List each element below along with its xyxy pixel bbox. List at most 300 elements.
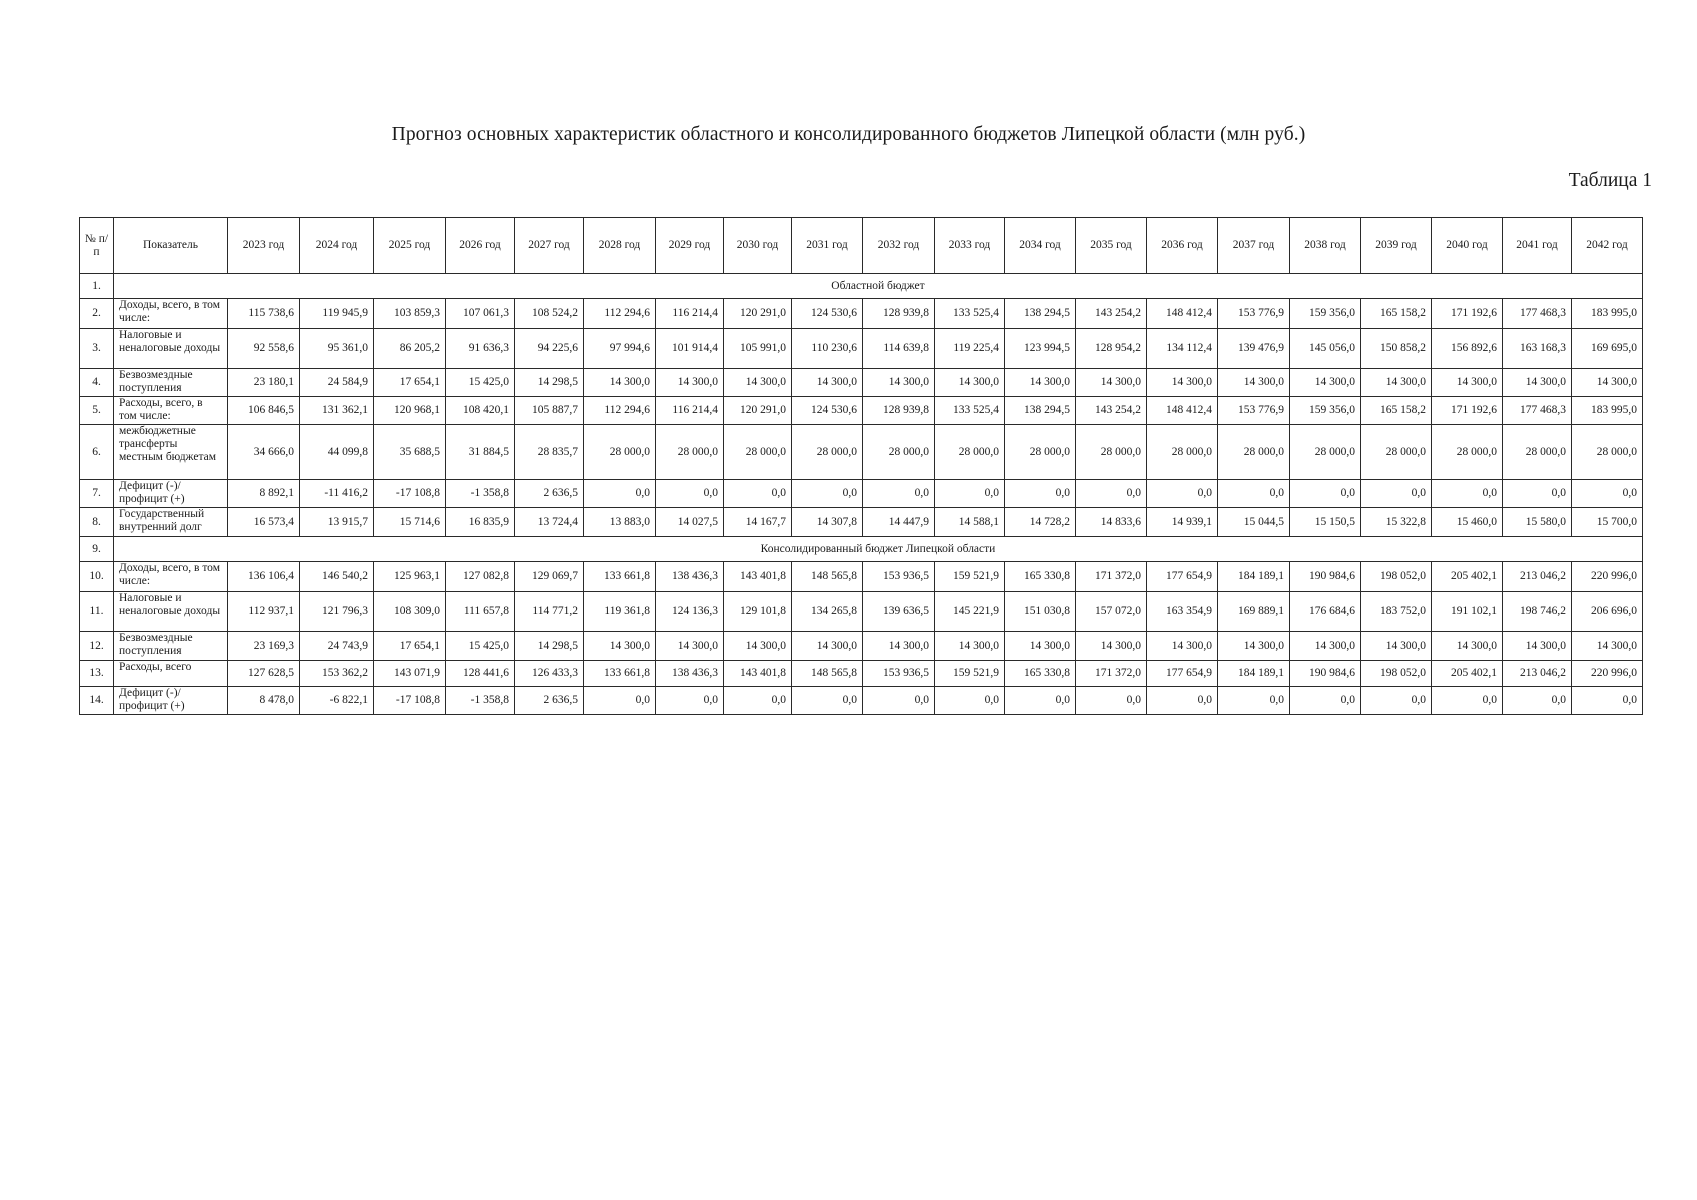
value-cell: 14 300,0 bbox=[863, 369, 935, 397]
value-cell: 14 300,0 bbox=[584, 632, 656, 661]
value-cell: 14 300,0 bbox=[1503, 632, 1572, 661]
value-cell: 14 300,0 bbox=[1361, 632, 1432, 661]
value-cell: 143 254,2 bbox=[1076, 299, 1147, 329]
value-cell: 101 914,4 bbox=[656, 329, 724, 369]
value-cell: 86 205,2 bbox=[374, 329, 446, 369]
value-cell: 184 189,1 bbox=[1218, 562, 1290, 592]
value-cell: 120 291,0 bbox=[724, 299, 792, 329]
value-cell: 133 525,4 bbox=[935, 299, 1005, 329]
value-cell: 110 230,6 bbox=[792, 329, 863, 369]
value-cell: 28 000,0 bbox=[935, 425, 1005, 480]
value-cell: 119 225,4 bbox=[935, 329, 1005, 369]
table-row bbox=[80, 592, 1643, 632]
value-cell: 0,0 bbox=[1290, 687, 1361, 715]
value-cell: 139 476,9 bbox=[1218, 329, 1290, 369]
header-year: 2035 год bbox=[1076, 218, 1147, 274]
value-cell: 213 046,2 bbox=[1503, 562, 1572, 592]
value-cell: 14 300,0 bbox=[656, 369, 724, 397]
value-cell: 0,0 bbox=[1572, 480, 1643, 508]
value-cell: 0,0 bbox=[1432, 480, 1503, 508]
value-cell: 143 071,9 bbox=[374, 661, 446, 687]
value-cell: 112 937,1 bbox=[228, 592, 300, 632]
value-cell: 0,0 bbox=[1218, 687, 1290, 715]
table-row bbox=[80, 562, 1643, 592]
value-cell: 0,0 bbox=[935, 480, 1005, 508]
value-cell: 136 106,4 bbox=[228, 562, 300, 592]
value-cell: 2 636,5 bbox=[515, 687, 584, 715]
value-cell: 28 000,0 bbox=[792, 425, 863, 480]
value-cell: 112 294,6 bbox=[584, 397, 656, 425]
value-cell: 0,0 bbox=[863, 687, 935, 715]
value-cell: 14 300,0 bbox=[656, 632, 724, 661]
value-cell: 177 468,3 bbox=[1503, 299, 1572, 329]
value-cell: 14 300,0 bbox=[1290, 632, 1361, 661]
table-row bbox=[80, 397, 1643, 425]
value-cell: 0,0 bbox=[1218, 480, 1290, 508]
value-cell: -1 358,8 bbox=[446, 687, 515, 715]
value-cell: 0,0 bbox=[1432, 687, 1503, 715]
table-row bbox=[80, 480, 1643, 508]
value-cell: 146 540,2 bbox=[300, 562, 374, 592]
value-cell: 157 072,0 bbox=[1076, 592, 1147, 632]
value-cell: 129 069,7 bbox=[515, 562, 584, 592]
value-cell: 177 468,3 bbox=[1503, 397, 1572, 425]
indicator-label: Налоговые и неналоговые доходы bbox=[114, 592, 228, 632]
value-cell: 14 300,0 bbox=[863, 632, 935, 661]
value-cell: 156 892,6 bbox=[1432, 329, 1503, 369]
value-cell: 129 101,8 bbox=[724, 592, 792, 632]
header-year: 2027 год bbox=[515, 218, 584, 274]
value-cell: 14 300,0 bbox=[724, 369, 792, 397]
value-cell: 108 524,2 bbox=[515, 299, 584, 329]
header-year: 2039 год bbox=[1361, 218, 1432, 274]
value-cell: 97 994,6 bbox=[584, 329, 656, 369]
section-title: Консолидированный бюджет Липецкой области bbox=[114, 537, 1643, 562]
value-cell: 198 746,2 bbox=[1503, 592, 1572, 632]
value-cell: 133 525,4 bbox=[935, 397, 1005, 425]
value-cell: 14 728,2 bbox=[1005, 508, 1076, 537]
value-cell: 151 030,8 bbox=[1005, 592, 1076, 632]
value-cell: 126 433,3 bbox=[515, 661, 584, 687]
value-cell: 95 361,0 bbox=[300, 329, 374, 369]
value-cell: 139 636,5 bbox=[863, 592, 935, 632]
value-cell: 28 000,0 bbox=[1218, 425, 1290, 480]
value-cell: 16 573,4 bbox=[228, 508, 300, 537]
value-cell: 0,0 bbox=[1290, 480, 1361, 508]
value-cell: 148 565,8 bbox=[792, 562, 863, 592]
table-row bbox=[80, 329, 1643, 369]
value-cell: 2 636,5 bbox=[515, 480, 584, 508]
indicator-label: Расходы, всего, в том числе: bbox=[114, 397, 228, 425]
value-cell: 14 027,5 bbox=[656, 508, 724, 537]
value-cell: 134 265,8 bbox=[792, 592, 863, 632]
header-year: 2025 год bbox=[374, 218, 446, 274]
value-cell: 15 580,0 bbox=[1503, 508, 1572, 537]
value-cell: 190 984,6 bbox=[1290, 562, 1361, 592]
value-cell: 14 300,0 bbox=[584, 369, 656, 397]
value-cell: 153 936,5 bbox=[863, 661, 935, 687]
value-cell: 128 939,8 bbox=[863, 299, 935, 329]
value-cell: 159 521,9 bbox=[935, 661, 1005, 687]
value-cell: 0,0 bbox=[863, 480, 935, 508]
value-cell: 0,0 bbox=[724, 687, 792, 715]
value-cell: 124 530,6 bbox=[792, 299, 863, 329]
value-cell: 15 460,0 bbox=[1432, 508, 1503, 537]
value-cell: 220 996,0 bbox=[1572, 661, 1643, 687]
value-cell: 0,0 bbox=[1005, 687, 1076, 715]
header-row bbox=[80, 218, 1643, 274]
value-cell: 165 158,2 bbox=[1361, 397, 1432, 425]
value-cell: 28 000,0 bbox=[863, 425, 935, 480]
value-cell: 191 102,1 bbox=[1432, 592, 1503, 632]
value-cell: 15 322,8 bbox=[1361, 508, 1432, 537]
value-cell: 13 883,0 bbox=[584, 508, 656, 537]
value-cell: 0,0 bbox=[1005, 480, 1076, 508]
value-cell: 14 300,0 bbox=[1076, 369, 1147, 397]
value-cell: 153 936,5 bbox=[863, 562, 935, 592]
value-cell: 169 695,0 bbox=[1572, 329, 1643, 369]
value-cell: 14 167,7 bbox=[724, 508, 792, 537]
row-number: 12. bbox=[80, 632, 114, 661]
value-cell: 198 052,0 bbox=[1361, 562, 1432, 592]
indicator-label: Расходы, всего bbox=[114, 661, 228, 687]
value-cell: 128 939,8 bbox=[863, 397, 935, 425]
value-cell: 171 372,0 bbox=[1076, 661, 1147, 687]
value-cell: 177 654,9 bbox=[1147, 661, 1218, 687]
indicator-label: Государственный внутренний долг bbox=[114, 508, 228, 537]
header-year: 2034 год bbox=[1005, 218, 1076, 274]
value-cell: 28 000,0 bbox=[656, 425, 724, 480]
value-cell: 0,0 bbox=[584, 480, 656, 508]
value-cell: 0,0 bbox=[584, 687, 656, 715]
value-cell: 0,0 bbox=[1503, 687, 1572, 715]
value-cell: 134 112,4 bbox=[1147, 329, 1218, 369]
value-cell: 123 994,5 bbox=[1005, 329, 1076, 369]
header-year: 2030 год bbox=[724, 218, 792, 274]
value-cell: 14 300,0 bbox=[935, 632, 1005, 661]
budget-forecast-table bbox=[79, 217, 1643, 715]
value-cell: 165 158,2 bbox=[1361, 299, 1432, 329]
indicator-label: межбюджетные трансферты местным бюджетам bbox=[114, 425, 228, 480]
value-cell: 14 300,0 bbox=[1290, 369, 1361, 397]
value-cell: 8 892,1 bbox=[228, 480, 300, 508]
value-cell: 183 995,0 bbox=[1572, 299, 1643, 329]
value-cell: 138 294,5 bbox=[1005, 299, 1076, 329]
value-cell: 91 636,3 bbox=[446, 329, 515, 369]
value-cell: 14 300,0 bbox=[1076, 632, 1147, 661]
value-cell: 14 833,6 bbox=[1076, 508, 1147, 537]
value-cell: 177 654,9 bbox=[1147, 562, 1218, 592]
value-cell: 128 441,6 bbox=[446, 661, 515, 687]
value-cell: 28 000,0 bbox=[1572, 425, 1643, 480]
value-cell: 0,0 bbox=[1361, 687, 1432, 715]
value-cell: 0,0 bbox=[792, 687, 863, 715]
value-cell: 14 307,8 bbox=[792, 508, 863, 537]
value-cell: 108 420,1 bbox=[446, 397, 515, 425]
value-cell: 24 743,9 bbox=[300, 632, 374, 661]
value-cell: 145 221,9 bbox=[935, 592, 1005, 632]
value-cell: 133 661,8 bbox=[584, 562, 656, 592]
value-cell: -1 358,8 bbox=[446, 480, 515, 508]
value-cell: 14 300,0 bbox=[1147, 369, 1218, 397]
value-cell: 28 000,0 bbox=[724, 425, 792, 480]
value-cell: -17 108,8 bbox=[374, 480, 446, 508]
section-row bbox=[80, 274, 1643, 299]
value-cell: 138 436,3 bbox=[656, 562, 724, 592]
value-cell: 153 776,9 bbox=[1218, 397, 1290, 425]
value-cell: 28 000,0 bbox=[1503, 425, 1572, 480]
value-cell: 0,0 bbox=[656, 687, 724, 715]
value-cell: 0,0 bbox=[935, 687, 1005, 715]
value-cell: 0,0 bbox=[1361, 480, 1432, 508]
value-cell: 107 061,3 bbox=[446, 299, 515, 329]
value-cell: 0,0 bbox=[1147, 480, 1218, 508]
header-year: 2032 год bbox=[863, 218, 935, 274]
row-number: 11. bbox=[80, 592, 114, 632]
row-number: 9. bbox=[80, 537, 114, 562]
value-cell: 13 915,7 bbox=[300, 508, 374, 537]
value-cell: 111 657,8 bbox=[446, 592, 515, 632]
value-cell: 171 372,0 bbox=[1076, 562, 1147, 592]
value-cell: 23 180,1 bbox=[228, 369, 300, 397]
value-cell: 14 588,1 bbox=[935, 508, 1005, 537]
indicator-label: Доходы, всего, в том числе: bbox=[114, 299, 228, 329]
value-cell: 0,0 bbox=[1076, 687, 1147, 715]
value-cell: 128 954,2 bbox=[1076, 329, 1147, 369]
table-row bbox=[80, 687, 1643, 715]
value-cell: 183 752,0 bbox=[1361, 592, 1432, 632]
value-cell: 14 300,0 bbox=[1432, 632, 1503, 661]
value-cell: 105 991,0 bbox=[724, 329, 792, 369]
value-cell: 115 738,6 bbox=[228, 299, 300, 329]
value-cell: 120 968,1 bbox=[374, 397, 446, 425]
value-cell: 17 654,1 bbox=[374, 632, 446, 661]
value-cell: 14 300,0 bbox=[792, 632, 863, 661]
header-year: 2033 год bbox=[935, 218, 1005, 274]
value-cell: 44 099,8 bbox=[300, 425, 374, 480]
value-cell: 14 300,0 bbox=[935, 369, 1005, 397]
table-body bbox=[80, 274, 1643, 715]
value-cell: 116 214,4 bbox=[656, 299, 724, 329]
table-row bbox=[80, 425, 1643, 480]
value-cell: 34 666,0 bbox=[228, 425, 300, 480]
header-year: 2031 год bbox=[792, 218, 863, 274]
value-cell: 184 189,1 bbox=[1218, 661, 1290, 687]
row-number: 4. bbox=[80, 369, 114, 397]
header-year: 2038 год bbox=[1290, 218, 1361, 274]
value-cell: 176 684,6 bbox=[1290, 592, 1361, 632]
value-cell: 106 846,5 bbox=[228, 397, 300, 425]
table-row bbox=[80, 369, 1643, 397]
value-cell: 14 300,0 bbox=[1432, 369, 1503, 397]
header-year: 2042 год bbox=[1572, 218, 1643, 274]
value-cell: 14 300,0 bbox=[1147, 632, 1218, 661]
value-cell: 220 996,0 bbox=[1572, 562, 1643, 592]
value-cell: 143 401,8 bbox=[724, 661, 792, 687]
value-cell: 0,0 bbox=[724, 480, 792, 508]
value-cell: 153 362,2 bbox=[300, 661, 374, 687]
value-cell: 127 628,5 bbox=[228, 661, 300, 687]
document-title: Прогноз основных характеристик областного и консолидированного бюджетов Липецкой области (млн руб.) bbox=[391, 124, 1306, 145]
value-cell: 14 300,0 bbox=[724, 632, 792, 661]
value-cell: 121 796,3 bbox=[300, 592, 374, 632]
value-cell: 14 298,5 bbox=[515, 369, 584, 397]
value-cell: 120 291,0 bbox=[724, 397, 792, 425]
value-cell: 28 835,7 bbox=[515, 425, 584, 480]
value-cell: 17 654,1 bbox=[374, 369, 446, 397]
value-cell: 14 300,0 bbox=[1572, 369, 1643, 397]
value-cell: 15 150,5 bbox=[1290, 508, 1361, 537]
indicator-label: Дефицит (-)/ профицит (+) bbox=[114, 687, 228, 715]
value-cell: 159 356,0 bbox=[1290, 397, 1361, 425]
value-cell: 171 192,6 bbox=[1432, 299, 1503, 329]
value-cell: 190 984,6 bbox=[1290, 661, 1361, 687]
value-cell: 112 294,6 bbox=[584, 299, 656, 329]
value-cell: 24 584,9 bbox=[300, 369, 374, 397]
value-cell: -11 416,2 bbox=[300, 480, 374, 508]
row-number: 7. bbox=[80, 480, 114, 508]
value-cell: 0,0 bbox=[1572, 687, 1643, 715]
value-cell: 14 300,0 bbox=[1218, 632, 1290, 661]
value-cell: 150 858,2 bbox=[1361, 329, 1432, 369]
value-cell: 28 000,0 bbox=[1005, 425, 1076, 480]
value-cell: 14 298,5 bbox=[515, 632, 584, 661]
header-year: 2036 год bbox=[1147, 218, 1218, 274]
value-cell: 119 361,8 bbox=[584, 592, 656, 632]
value-cell: 205 402,1 bbox=[1432, 661, 1503, 687]
header-year: 2024 год bbox=[300, 218, 374, 274]
indicator-label: Безвозмездные поступления bbox=[114, 632, 228, 661]
header-year: 2040 год bbox=[1432, 218, 1503, 274]
value-cell: 131 362,1 bbox=[300, 397, 374, 425]
value-cell: 28 000,0 bbox=[584, 425, 656, 480]
value-cell: 28 000,0 bbox=[1290, 425, 1361, 480]
row-number: 10. bbox=[80, 562, 114, 592]
value-cell: 198 052,0 bbox=[1361, 661, 1432, 687]
header-indicator: Показатель bbox=[114, 218, 228, 274]
table-row bbox=[80, 508, 1643, 537]
header-year: 2037 год bbox=[1218, 218, 1290, 274]
header-year: 2028 год bbox=[584, 218, 656, 274]
header-year: 2023 год bbox=[228, 218, 300, 274]
value-cell: 14 300,0 bbox=[1361, 369, 1432, 397]
table-label: Таблица 1 bbox=[1568, 170, 1652, 191]
indicator-label: Доходы, всего, в том числе: bbox=[114, 562, 228, 592]
value-cell: 14 300,0 bbox=[792, 369, 863, 397]
header-year: 2041 год bbox=[1503, 218, 1572, 274]
value-cell: 28 000,0 bbox=[1076, 425, 1147, 480]
indicator-label: Налоговые и неналоговые доходы bbox=[114, 329, 228, 369]
indicator-label: Безвозмездные поступления bbox=[114, 369, 228, 397]
row-number: 5. bbox=[80, 397, 114, 425]
value-cell: 165 330,8 bbox=[1005, 562, 1076, 592]
value-cell: 92 558,6 bbox=[228, 329, 300, 369]
value-cell: 114 639,8 bbox=[863, 329, 935, 369]
value-cell: 148 412,4 bbox=[1147, 397, 1218, 425]
value-cell: 145 056,0 bbox=[1290, 329, 1361, 369]
value-cell: 133 661,8 bbox=[584, 661, 656, 687]
value-cell: 143 401,8 bbox=[724, 562, 792, 592]
section-row bbox=[80, 537, 1643, 562]
value-cell: 0,0 bbox=[1076, 480, 1147, 508]
row-number: 3. bbox=[80, 329, 114, 369]
value-cell: 14 300,0 bbox=[1572, 632, 1643, 661]
value-cell: 23 169,3 bbox=[228, 632, 300, 661]
value-cell: 138 294,5 bbox=[1005, 397, 1076, 425]
value-cell: 159 356,0 bbox=[1290, 299, 1361, 329]
value-cell: 114 771,2 bbox=[515, 592, 584, 632]
row-number: 8. bbox=[80, 508, 114, 537]
value-cell: 94 225,6 bbox=[515, 329, 584, 369]
value-cell: 0,0 bbox=[1147, 687, 1218, 715]
value-cell: 8 478,0 bbox=[228, 687, 300, 715]
value-cell: 14 447,9 bbox=[863, 508, 935, 537]
value-cell: 148 565,8 bbox=[792, 661, 863, 687]
value-cell: 205 402,1 bbox=[1432, 562, 1503, 592]
value-cell: -17 108,8 bbox=[374, 687, 446, 715]
indicator-label: Дефицит (-)/ профицит (+) bbox=[114, 480, 228, 508]
value-cell: 171 192,6 bbox=[1432, 397, 1503, 425]
header-year: 2029 год bbox=[656, 218, 724, 274]
value-cell: 0,0 bbox=[656, 480, 724, 508]
value-cell: 15 425,0 bbox=[446, 632, 515, 661]
row-number: 14. bbox=[80, 687, 114, 715]
row-number: 2. bbox=[80, 299, 114, 329]
value-cell: 213 046,2 bbox=[1503, 661, 1572, 687]
value-cell: 119 945,9 bbox=[300, 299, 374, 329]
value-cell: 14 300,0 bbox=[1005, 632, 1076, 661]
value-cell: 14 300,0 bbox=[1005, 369, 1076, 397]
value-cell: 16 835,9 bbox=[446, 508, 515, 537]
value-cell: 31 884,5 bbox=[446, 425, 515, 480]
value-cell: 153 776,9 bbox=[1218, 299, 1290, 329]
value-cell: 13 724,4 bbox=[515, 508, 584, 537]
value-cell: 15 714,6 bbox=[374, 508, 446, 537]
row-number: 1. bbox=[80, 274, 114, 299]
value-cell: 14 300,0 bbox=[1218, 369, 1290, 397]
value-cell: -6 822,1 bbox=[300, 687, 374, 715]
value-cell: 143 254,2 bbox=[1076, 397, 1147, 425]
value-cell: 28 000,0 bbox=[1432, 425, 1503, 480]
value-cell: 124 530,6 bbox=[792, 397, 863, 425]
value-cell: 0,0 bbox=[1503, 480, 1572, 508]
value-cell: 183 995,0 bbox=[1572, 397, 1643, 425]
value-cell: 138 436,3 bbox=[656, 661, 724, 687]
value-cell: 165 330,8 bbox=[1005, 661, 1076, 687]
value-cell: 15 425,0 bbox=[446, 369, 515, 397]
value-cell: 206 696,0 bbox=[1572, 592, 1643, 632]
row-number: 13. bbox=[80, 661, 114, 687]
value-cell: 35 688,5 bbox=[374, 425, 446, 480]
value-cell: 159 521,9 bbox=[935, 562, 1005, 592]
value-cell: 148 412,4 bbox=[1147, 299, 1218, 329]
value-cell: 105 887,7 bbox=[515, 397, 584, 425]
table-row bbox=[80, 632, 1643, 661]
value-cell: 108 309,0 bbox=[374, 592, 446, 632]
value-cell: 15 044,5 bbox=[1218, 508, 1290, 537]
header-num: № п/п bbox=[80, 218, 114, 274]
value-cell: 163 168,3 bbox=[1503, 329, 1572, 369]
value-cell: 14 300,0 bbox=[1503, 369, 1572, 397]
value-cell: 0,0 bbox=[792, 480, 863, 508]
value-cell: 125 963,1 bbox=[374, 562, 446, 592]
value-cell: 163 354,9 bbox=[1147, 592, 1218, 632]
table-row bbox=[80, 299, 1643, 329]
value-cell: 15 700,0 bbox=[1572, 508, 1643, 537]
table-row bbox=[80, 661, 1643, 687]
header-year: 2026 год bbox=[446, 218, 515, 274]
row-number: 6. bbox=[80, 425, 114, 480]
